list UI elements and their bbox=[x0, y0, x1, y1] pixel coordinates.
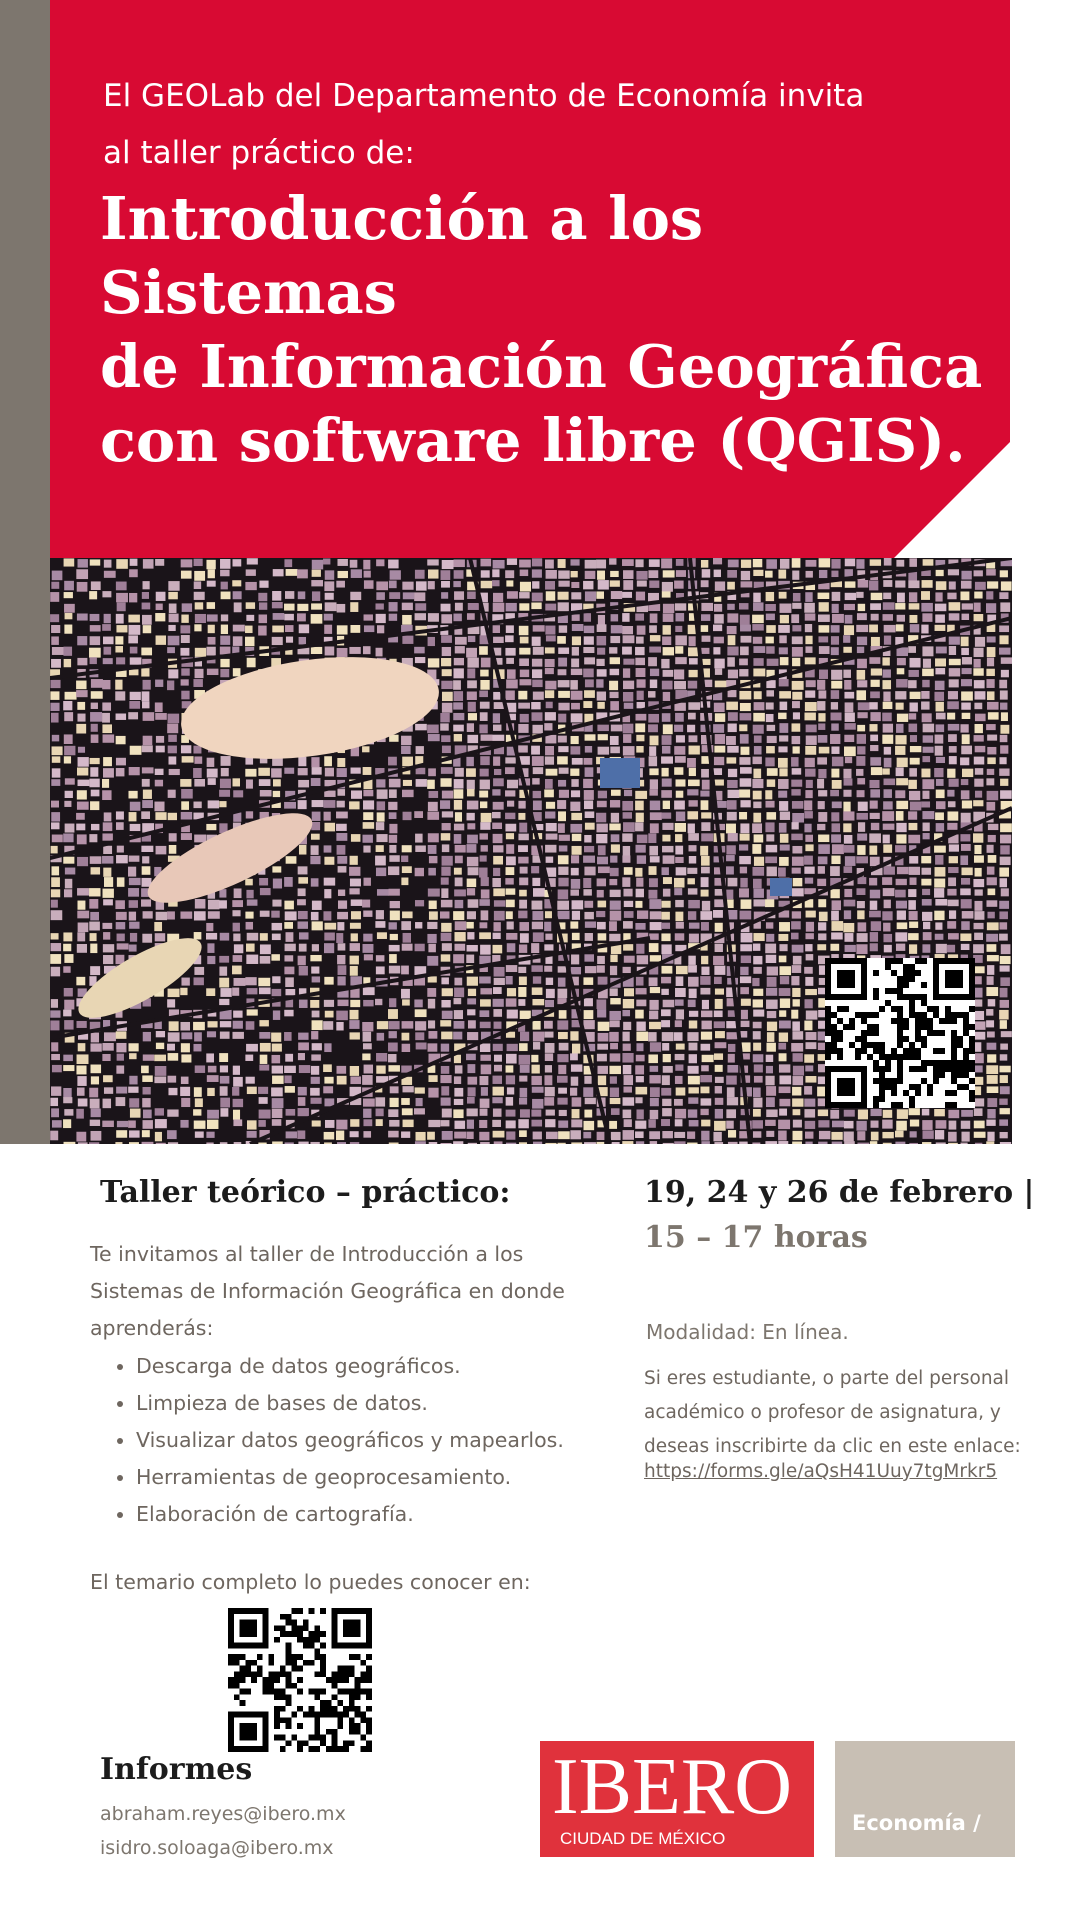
workshop-hours: 15 – 17 horas bbox=[644, 1220, 868, 1255]
topic-item: • Herramientas de geoprocesamiento. bbox=[136, 1459, 564, 1496]
title-line: con software libre (QGIS). bbox=[100, 406, 966, 475]
side-accent-bar bbox=[0, 0, 50, 1144]
topics-list bbox=[110, 1348, 564, 1533]
description-line: aprenderás: bbox=[90, 1316, 214, 1340]
modality-text: Modalidad: En línea. bbox=[646, 1320, 849, 1344]
ibero-logo-subtitle: CIUDAD DE MÉXICO bbox=[560, 1829, 726, 1848]
signup-instructions bbox=[644, 1362, 1044, 1464]
signup-line: académico o profesor de asignatura, y bbox=[644, 1402, 1001, 1423]
description-line: Sistemas de Información Geográfica en donde bbox=[90, 1279, 565, 1303]
ibero-logo-name: IBERO bbox=[552, 1743, 792, 1831]
contact-heading: Informes bbox=[100, 1752, 253, 1787]
invitation-text bbox=[103, 68, 983, 182]
qr-code-signup[interactable] bbox=[825, 958, 975, 1108]
topic-item: • Visualizar datos geográficos y mapearlos. bbox=[136, 1422, 564, 1459]
economia-logo bbox=[835, 1741, 1015, 1857]
title-line: Introducción a los Sistemas bbox=[100, 184, 704, 327]
topic-item: • Elaboración de cartografía. bbox=[136, 1496, 564, 1533]
signup-line: Si eres estudiante, o parte del personal bbox=[644, 1368, 1010, 1389]
invitation-line: El GEOLab del Departamento de Economía invita bbox=[103, 78, 865, 114]
workshop-dates: 19, 24 y 26 de febrero | bbox=[644, 1175, 1035, 1210]
signup-line: deseas inscribirte da clic en este enlace: bbox=[644, 1436, 1021, 1457]
topic-item: • Limpieza de bases de datos. bbox=[136, 1385, 564, 1422]
ibero-logo bbox=[540, 1741, 814, 1857]
workshop-title bbox=[100, 182, 1000, 478]
workshop-subtitle: Taller teórico – práctico: bbox=[100, 1175, 511, 1210]
description-line: Te invitamos al taller de Introducción a los bbox=[90, 1242, 524, 1266]
invitation-line: al taller práctico de: bbox=[103, 135, 415, 171]
contact-email[interactable]: isidro.soloaga@ibero.mx bbox=[100, 1837, 334, 1859]
economia-label: Economía / bbox=[852, 1811, 981, 1835]
qr-code-syllabus[interactable] bbox=[228, 1608, 372, 1752]
syllabus-text: El temario completo lo puedes conocer en: bbox=[90, 1570, 531, 1594]
topic-item: • Descarga de datos geográficos. bbox=[136, 1348, 564, 1385]
title-line: de Información Geográfica bbox=[100, 332, 983, 401]
contact-email[interactable]: abraham.reyes@ibero.mx bbox=[100, 1803, 346, 1825]
workshop-description bbox=[90, 1236, 570, 1347]
signup-link[interactable]: https://forms.gle/aQsH41Uuy7tgMrkr5 bbox=[644, 1461, 998, 1482]
